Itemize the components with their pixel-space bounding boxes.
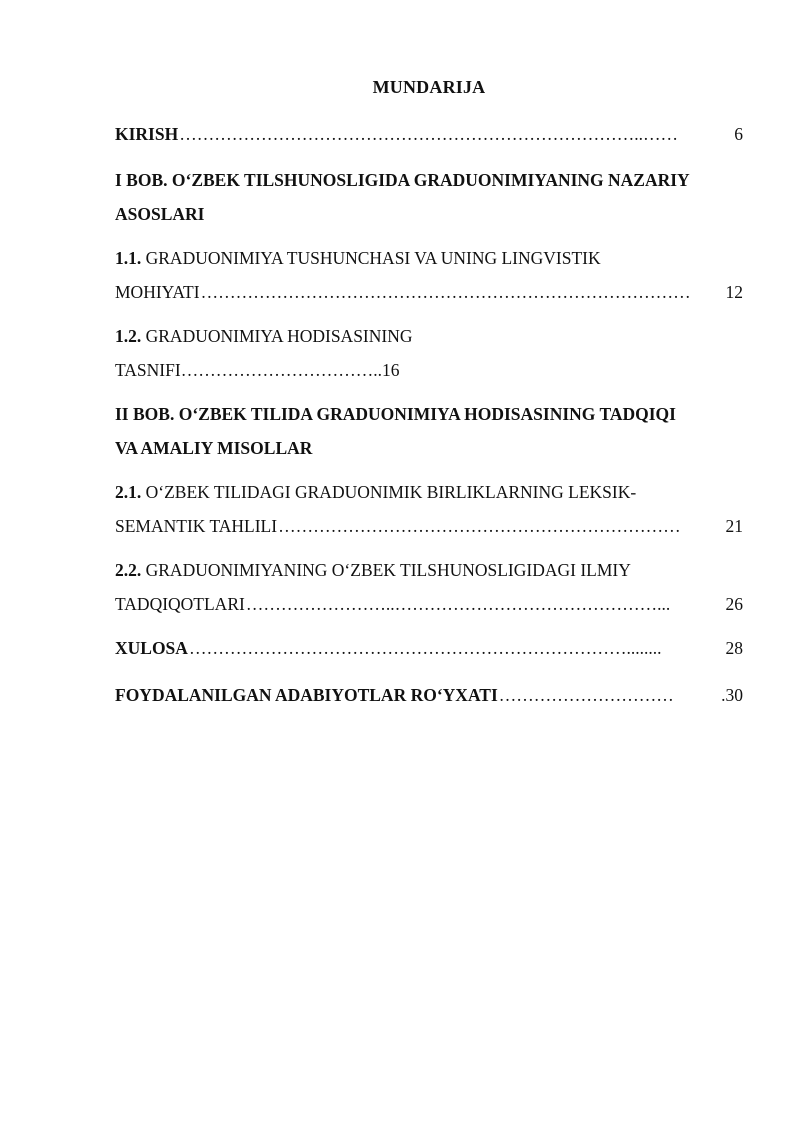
toc-page-number: 26 bbox=[725, 594, 743, 614]
toc-chapter-line2: VA AMALIY MISOLLAR bbox=[115, 438, 313, 458]
toc-leader-dots: ………………………… bbox=[498, 685, 674, 705]
toc-leader-dots: …………………………….. bbox=[180, 360, 382, 380]
page-title: MUNDARIJA bbox=[372, 77, 486, 97]
toc-page-number: .30 bbox=[721, 685, 743, 705]
toc-section-line2: TASNIFI bbox=[115, 360, 181, 380]
toc-chapter-line1: I BOB. O‘ZBEK TILSHUNOSLIGIDA GRADUONIMIYANING NAZARIY bbox=[115, 170, 690, 190]
toc-section-line1: O‘ZBEK TILIDAGI GRADUONIMIK BIRLIKLARNING LEKSIK- bbox=[145, 482, 637, 502]
toc-section-number: 2.1. bbox=[115, 482, 142, 502]
toc-section-number: 2.2. bbox=[115, 560, 142, 580]
toc-leader-dots: ……………………..………………………………………... bbox=[245, 594, 671, 614]
toc-section-line1: GRADUONIMIYANING O‘ZBEK TILSHUNOSLIGIDAGI ILMIY bbox=[145, 560, 631, 580]
toc-leader-dots: …………………………………………………………………........ bbox=[188, 638, 662, 658]
toc-entry-2-1[interactable] bbox=[115, 475, 743, 543]
toc-section-line2: MOHIYATI bbox=[115, 282, 200, 302]
toc-page-number: 16 bbox=[381, 360, 400, 380]
toc-section-line2: TADQIQOTLARI bbox=[115, 594, 245, 614]
toc-page-number: 6 bbox=[734, 124, 743, 144]
toc-section-number: 1.1. bbox=[115, 248, 142, 268]
toc-entry-kirish[interactable] bbox=[115, 117, 743, 151]
toc-section-line1: GRADUONIMIYA HODISASINING bbox=[145, 326, 413, 346]
toc-page-number: 21 bbox=[725, 516, 743, 536]
toc-entry-1-1[interactable] bbox=[115, 241, 743, 309]
toc-entry-1-2[interactable] bbox=[115, 319, 743, 387]
toc-section-number: 1.2. bbox=[115, 326, 142, 346]
toc-page-number: 28 bbox=[725, 638, 743, 658]
toc-entry-label: XULOSA bbox=[115, 638, 188, 658]
toc-leader-dots: ………………………………………………………………………… bbox=[200, 282, 691, 302]
toc-page-number: 12 bbox=[725, 282, 743, 302]
toc-leader-dots: …………………………………………………………… bbox=[278, 516, 681, 536]
toc-entry-2-2[interactable] bbox=[115, 553, 743, 621]
toc-entry-xulosa[interactable] bbox=[115, 631, 743, 665]
toc-entry-label: FOYDALANILGAN ADABIYOTLAR RO‘YXATI bbox=[115, 685, 498, 705]
toc-leader-dots: ……………………………………………………………………..…… bbox=[179, 124, 678, 144]
toc-chapter-line2: ASOSLARI bbox=[115, 204, 205, 224]
toc-entry-bob2[interactable] bbox=[115, 397, 743, 465]
toc-chapter-line1: II BOB. O‘ZBEK TILIDA GRADUONIMIYA HODISASINING TADQIQI bbox=[115, 404, 676, 424]
toc-section-line2: SEMANTIK TAHLILI bbox=[115, 516, 278, 536]
toc-entry-bob1[interactable] bbox=[115, 163, 743, 231]
toc-entry-adabiyotlar[interactable] bbox=[115, 678, 743, 712]
toc-entry-label: KIRISH bbox=[115, 124, 179, 144]
toc-section-line1: GRADUONIMIYA TUSHUNCHASI VA UNING LINGVISTIK bbox=[145, 248, 601, 268]
